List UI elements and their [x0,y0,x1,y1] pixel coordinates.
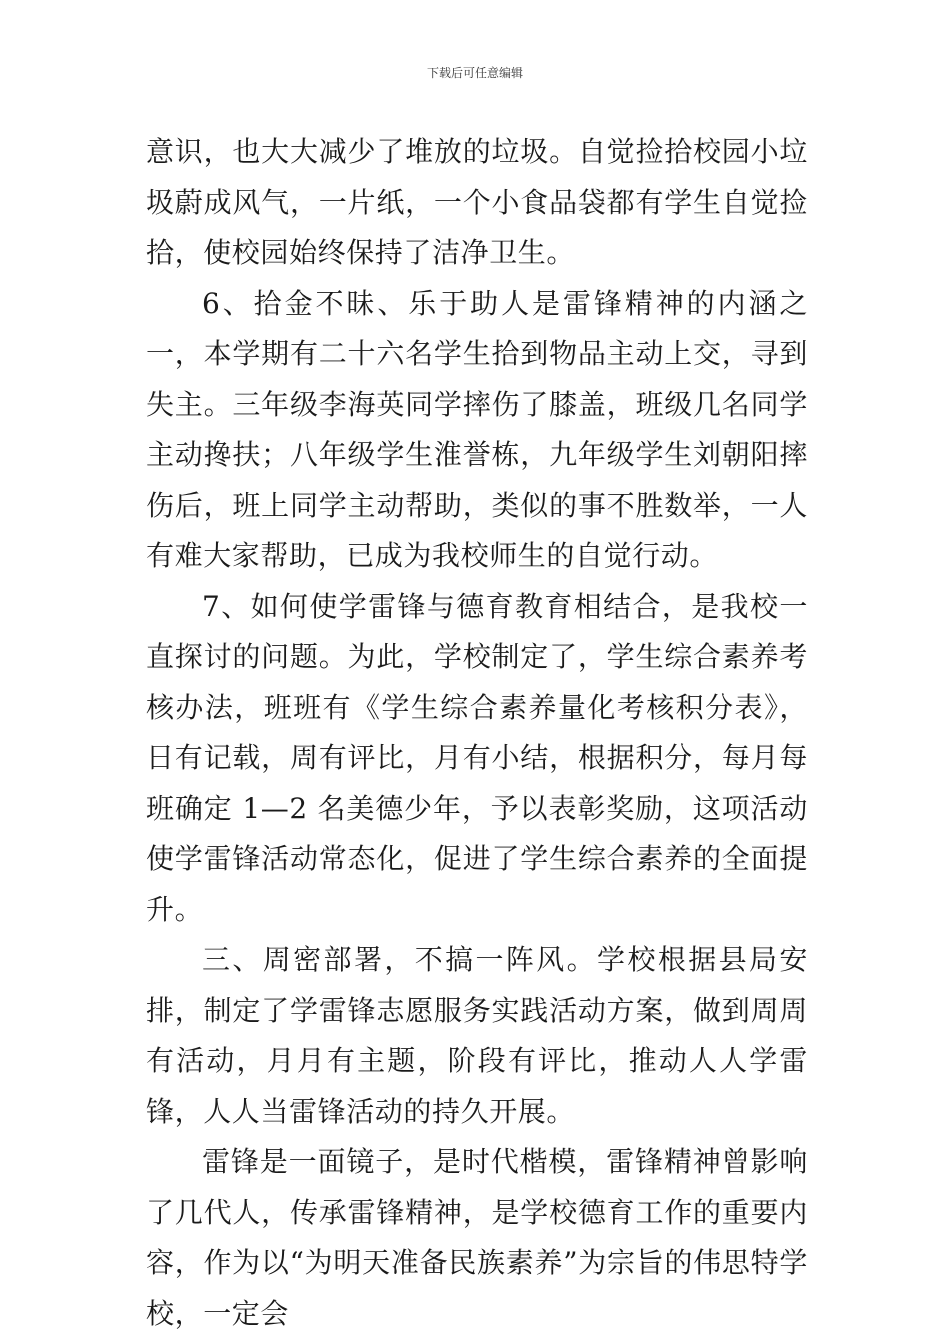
page-header-note: 下载后可任意编辑 [426,66,523,80]
paragraph-item-6: 6、拾金不昧、乐于助人是雷锋精神的内涵之一，本学期有二十六名学生拾到物品主动上交，寻到失主。三年级李海英同学摔伤了膝盖，班级几名同学主动搀扶；八年级学生淮誉栋，九年级学生刘朝阳摔伤后，班上同学主动帮助，类似的事不胜数举，一人有难大家帮助，已成为我校师生的自觉行动。 [146,286,808,572]
paragraph-item-7: 7、如何使学雷锋与德育教育相结合，是我校一直探讨的问题。为此，学校制定了，学生综合素养考核办法，班班有《学生综合素养量化考核积分表》，日有记载，周有评比，月有小结，根据积分，每月每班确定 1—2 名美德少年，予以表彰奖励，这项活动使学雷锋活动常态化，促进了学生综合素养的全面提升。 [146,589,808,926]
paragraph-section-3: 三、周密部署，不搞一阵风。学校根据县局安排，制定了学雷锋志愿服务实践活动方案，做到周周有活动，月月有主题，阶段有评比，推动人人学雷锋，人人当雷锋活动的持久开展。 [146,943,808,1128]
paragraph-conclusion: 雷锋是一面镜子，是时代楷模，雷锋精神曾影响了几代人，传承雷锋精神，是学校德育工作的重要内容，作为以“为明天准备民族素养”为宗旨的伟思特学校，一定会 [146,1145,808,1330]
paragraph-continuation: 意识，也大大减少了堆放的垃圾。自觉捡拾校园小垃圾蔚成风气，一片纸，一个小食品袋都有学生自觉捡拾，使校园始终保持了洁净卫生。 [146,135,808,269]
document-body [146,127,808,1339]
